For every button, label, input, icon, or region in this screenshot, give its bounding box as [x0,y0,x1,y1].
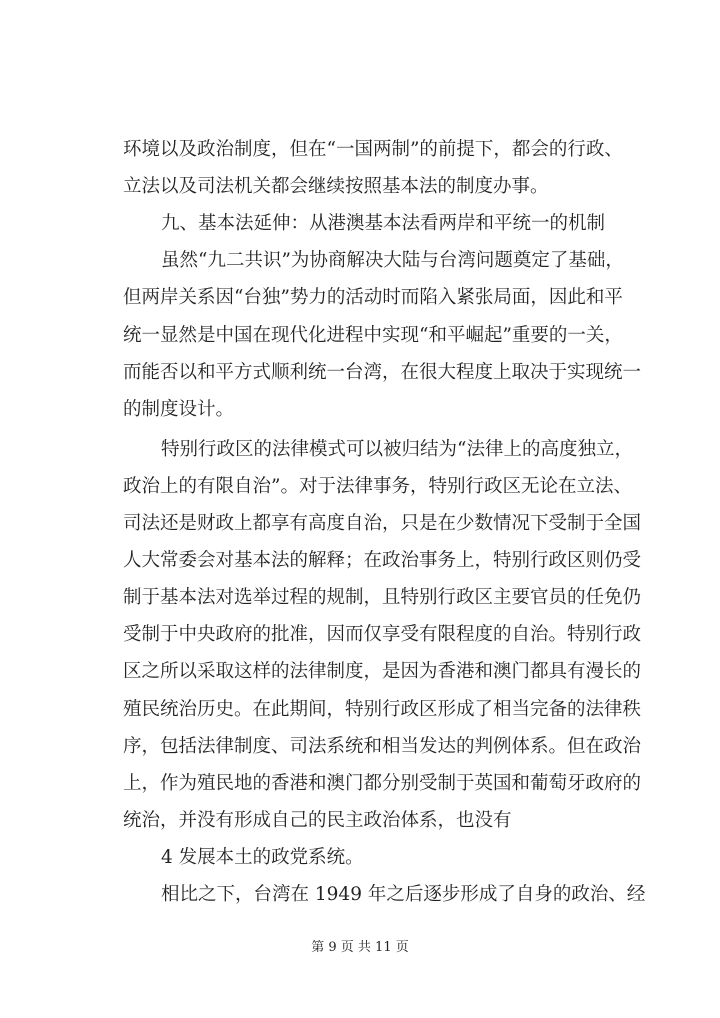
text-line: 司法还是财政上都享有高度自治，只是在少数情况下受制于全国 [123,513,642,534]
text-line: 区之所以采取这样的法律制度，是因为香港和澳门都具有漫长的 [123,661,642,683]
text-line: 制于基本法对选举过程的规制，且特别行政区主要官员的任免仍 [123,587,642,609]
text-line: 相比之下，台湾在 1949 年之后逐步形成了自身的政治、经 [161,884,646,905]
page-footer: 第 9 页 共 11 页 [311,940,409,955]
text-line: 政治上的有限自治”。对于法律事务，特别行政区无论在立法、 [123,475,632,497]
text-line: 4 发展本土的政党系统。 [161,846,364,868]
text-line: 立法以及司法机关都会继续按照基本法的制度办事。 [123,176,549,198]
text-line: 统一显然是中国在现代化进程中实现“和平崛起”重要的一关， [123,324,623,346]
text-line: 受制于中央政府的批准，因而仅享受有限程度的自治。特别行政 [123,624,642,646]
text-line: 统治，并没有形成自己的民主政治体系，也没有 [123,809,512,831]
text-line: 而能否以和平方式顺利统一台湾，在很大程度上取决于实现统一 [123,361,642,383]
text-line: 特别行政区的法律模式可以被归结为“法律上的高度独立， [161,438,633,460]
text-line: 殖民统治历史。在此期间，特别行政区形成了相当完备的法律秩 [123,698,642,720]
text-line: 虽然“九二共识”为协商解决大陆与台湾问题奠定了基础， [161,250,624,272]
text-line: 的制度设计。 [123,398,235,420]
text-line: 九、基本法延伸：从港澳基本法看两岸和平统一的机制 [161,213,606,235]
text-line: 环境以及政治制度，但在“一国两制”的前提下，都会的行政、 [123,139,623,160]
text-line: 上，作为殖民地的香港和澳门都分别受制于英国和葡萄牙政府的 [123,772,642,794]
text-line: 但两岸关系因“台独”势力的活动时而陷入紧张局面，因此和平 [123,287,623,309]
text-line: 人大常委会对基本法的解释；在政治事务上，特别行政区则仍受 [123,550,642,572]
text-line: 序，包括法律制度、司法系统和相当发达的判例体系。但在政治 [123,735,642,757]
